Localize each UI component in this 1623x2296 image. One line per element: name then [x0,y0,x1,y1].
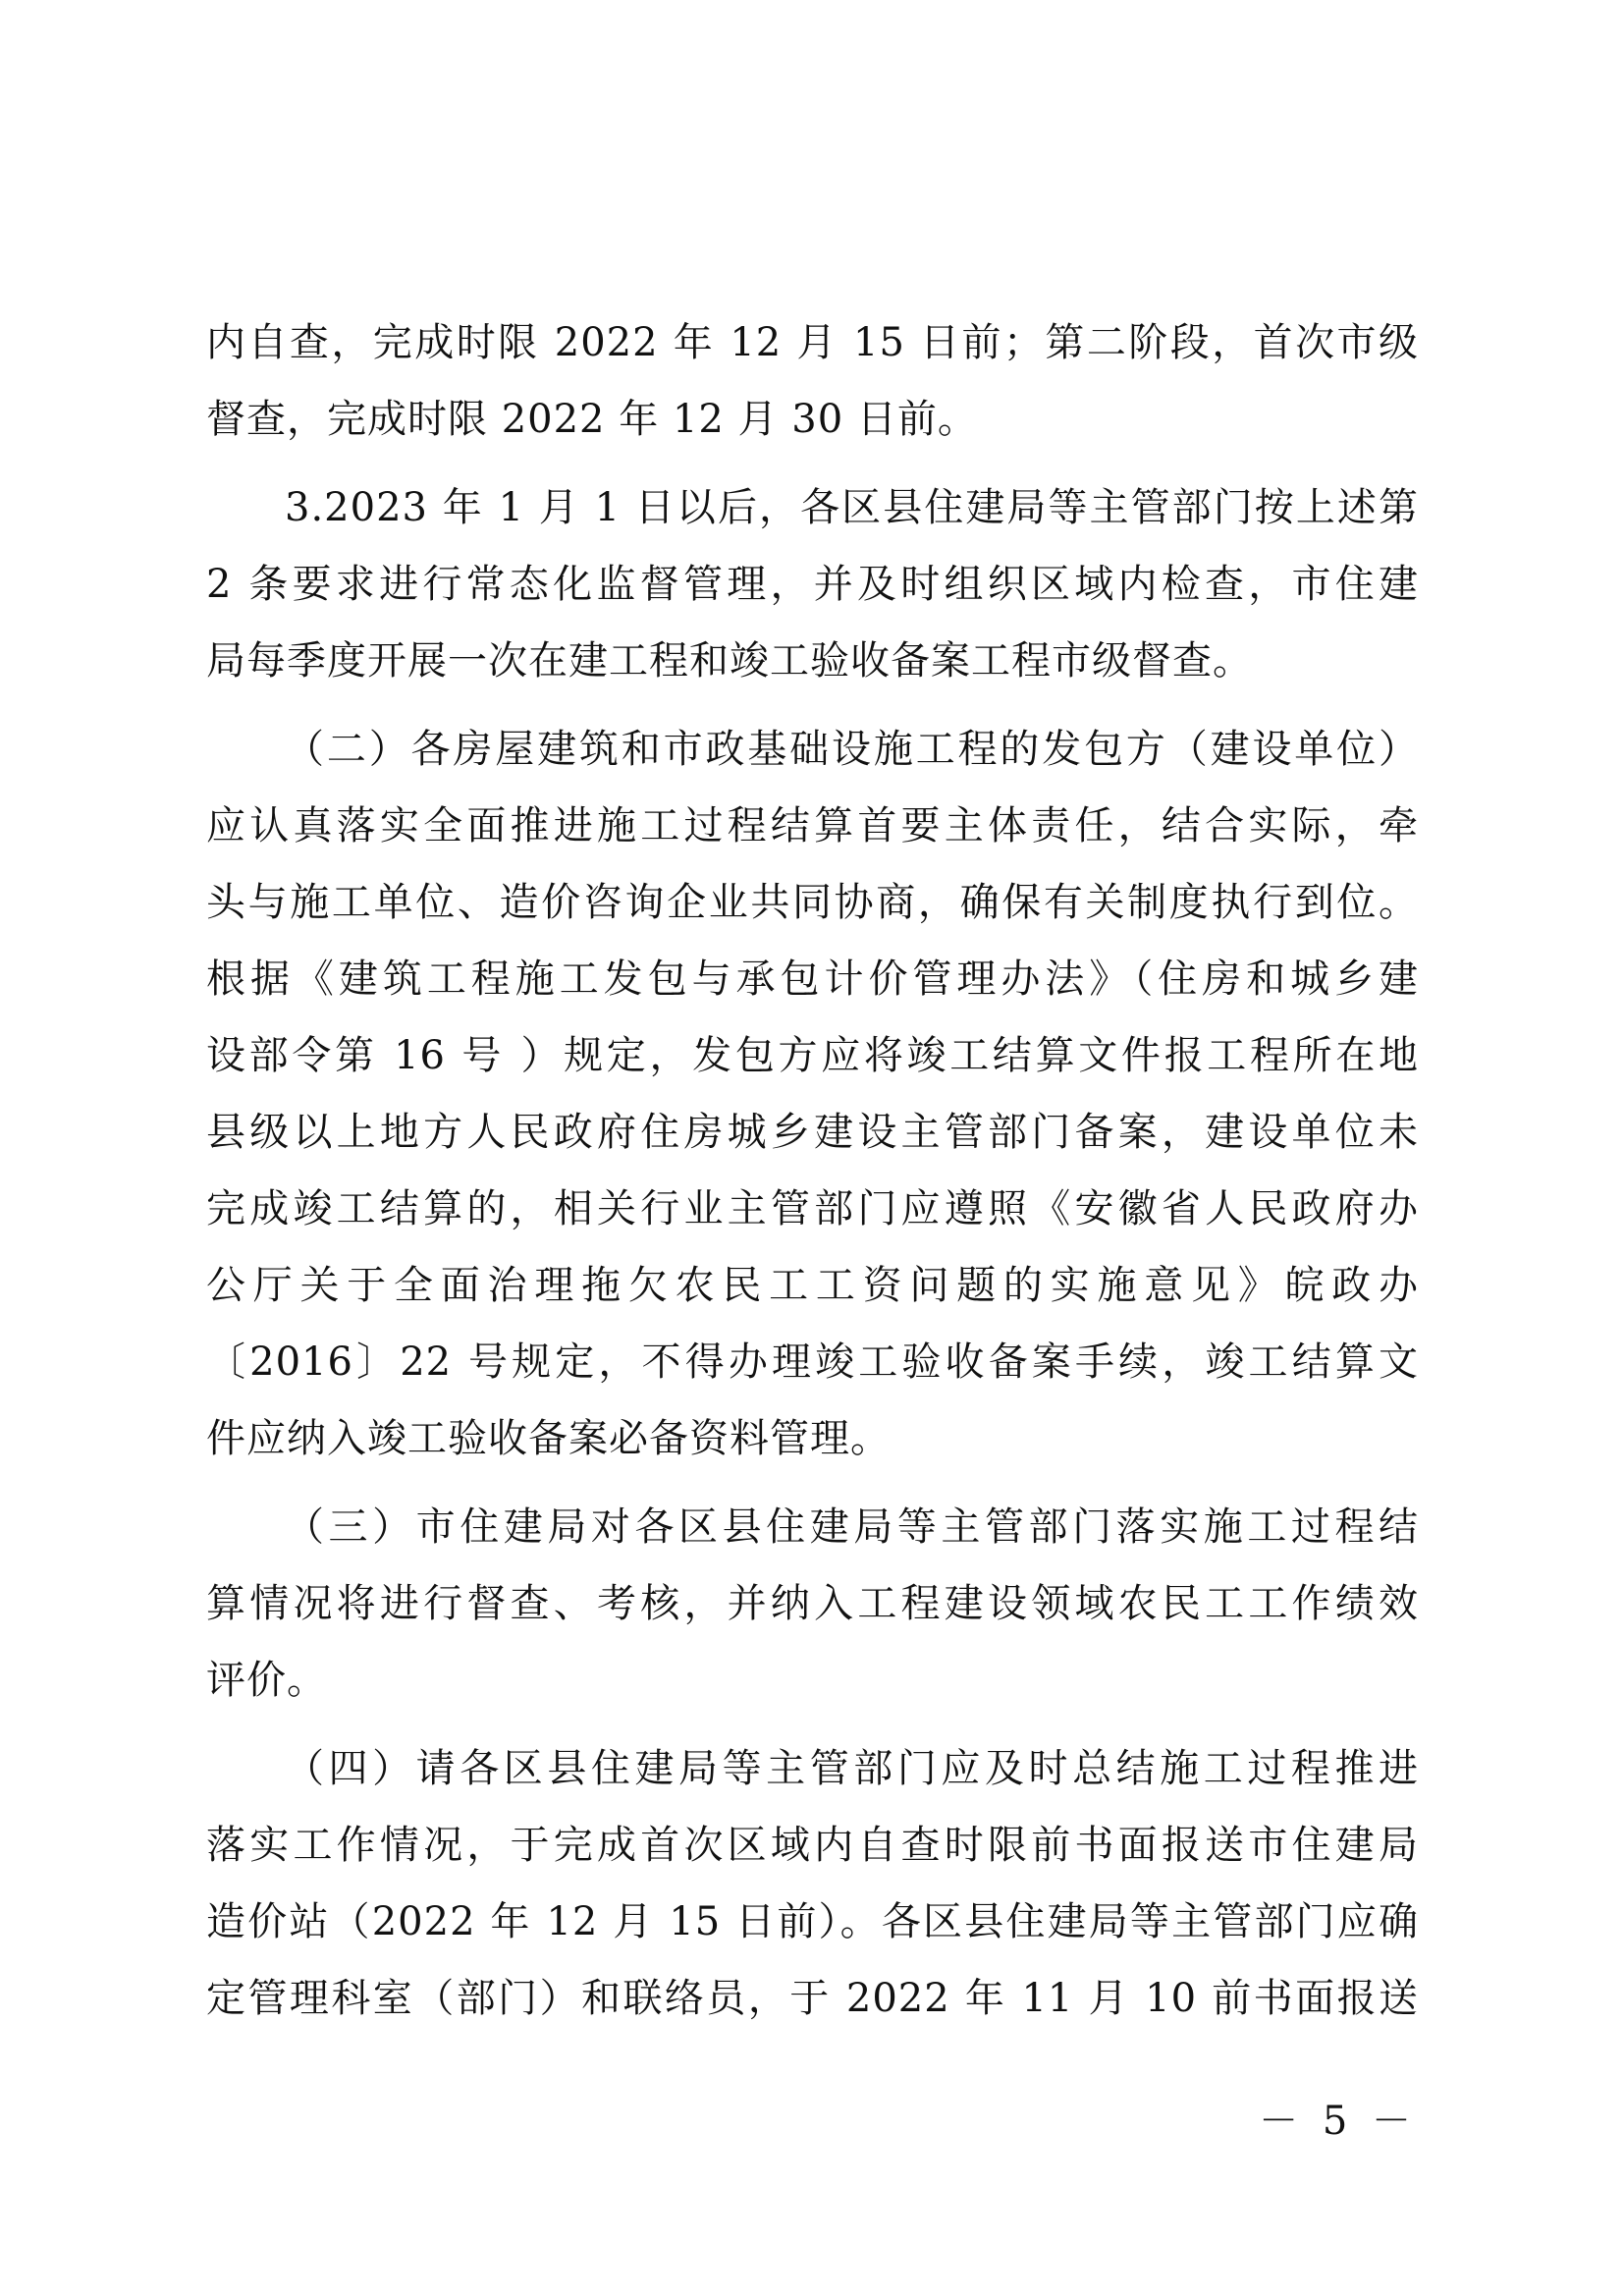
paragraph-self-check-deadline [206,304,1419,458]
text-line: 公厅关于全面治理拖欠农民工工资问题的实施意见》皖政办 [206,1263,1419,1308]
text-line: 根据《建筑工程施工发包与承包计价管理办法》（住房和城乡建 [206,957,1419,1002]
page-number: － 5 － [1259,2099,1417,2144]
text-line: （四）请各区县住建局等主管部门应及时总结施工过程推进 [285,1746,1419,1791]
text-line: 算情况将进行督查、考核，并纳入工程建设领域农民工工作绩效 [206,1581,1419,1626]
text-line: 2 条要求进行常态化监督管理，并及时组织区域内检查，市住建 [206,562,1419,607]
text-line: 〔2016〕22 号规定，不得办理竣工验收备案手续，竣工结算文 [206,1339,1419,1385]
paragraph-section-2 [206,711,1419,1477]
text-line: 定管理科室（部门）和联络员，于 2022 年 11 月 10 前书面报送 [206,1976,1419,2021]
text-line: 应认真落实全面推进施工过程结算首要主体责任，结合实际，牵 [206,803,1419,848]
document-body [206,304,1419,2037]
text-line: （二）各房屋建筑和市政基础设施工程的发包方（建设单位） [285,727,1419,772]
paragraph-item-3 [206,469,1419,699]
text-line: 件应纳入竣工验收备案必备资料管理。 [206,1416,891,1461]
text-line: 督查，完成时限 2022 年 12 月 30 日前。 [206,397,978,442]
text-line: 内自查，完成时限 2022 年 12 月 15 日前；第二阶段，首次市级 [206,320,1419,365]
text-line: 县级以上地方人民政府住房城乡建设主管部门备案，建设单位未 [206,1110,1419,1155]
text-line: 评价。 [206,1658,327,1703]
text-line: 落实工作情况，于完成首次区域内自查时限前书面报送市住建局 [206,1823,1419,1868]
text-line: 3.2023 年 1 月 1 日以后，各区县住建局等主管部门按上述第 [285,485,1419,530]
text-line: 局每季度开展一次在建工程和竣工验收备案工程市级督查。 [206,638,1253,683]
text-line: 完成竣工结算的，相关行业主管部门应遵照《安徽省人民政府办 [206,1186,1419,1231]
text-line: 设部令第 16 号 ）规定，发包方应将竣工结算文件报工程所在地 [206,1033,1419,1078]
text-line: 头与施工单位、造价咨询企业共同协商，确保有关制度执行到位。 [206,880,1419,925]
paragraph-section-4 [206,1730,1419,2037]
text-line: 造价站（2022 年 12 月 15 日前）。各区县住建局等主管部门应确 [206,1899,1419,1944]
paragraph-section-3 [206,1489,1419,1719]
text-line: （三）市住建局对各区县住建局等主管部门落实施工过程结 [285,1504,1419,1550]
